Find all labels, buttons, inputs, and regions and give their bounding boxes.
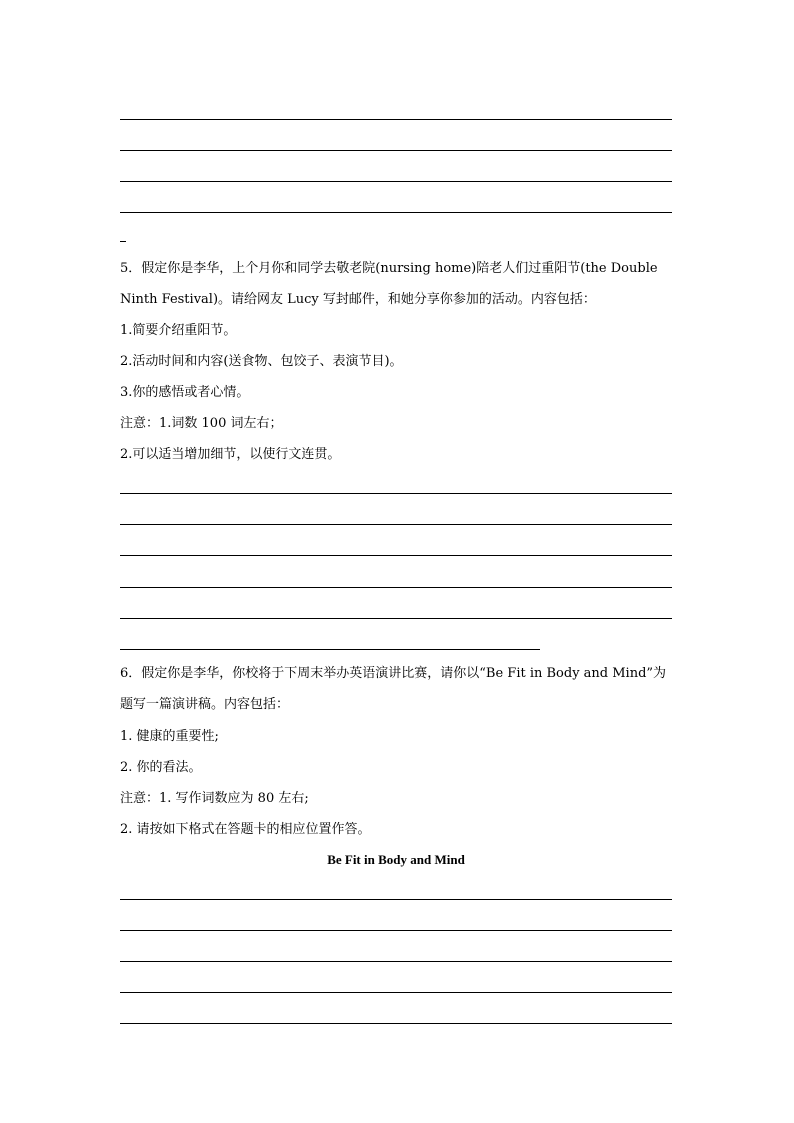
question-5-note-1: 注意：1.词数 100 词左右； (120, 416, 283, 431)
question-6-point-2: 2. 你的看法。 (120, 760, 202, 775)
essay-title: Be Fit in Body and Mind (327, 852, 465, 867)
answer-line (120, 930, 672, 931)
answer-line (120, 618, 672, 619)
answer-line (120, 493, 672, 494)
answer-line (120, 1023, 672, 1024)
question-6-prompt-line-2: 题写一篇演讲稿。内容包括： (120, 697, 290, 712)
answer-line-short (120, 649, 540, 650)
question-5-prompt-line-2: Ninth Festival)。请给网友 Lucy 写封邮件，和她分享你参加的活动。内容包括： (120, 292, 596, 307)
answer-line (120, 555, 672, 556)
answer-line (120, 212, 672, 213)
answer-line (120, 524, 672, 525)
question-6-note-1: 注意：1. 写作词数应为 80 左右; (120, 791, 309, 806)
question-5-prompt-line-1: 5．假定你是李华，上个月你和同学去敬老院(nursing home)陪老人们过重阳节(the Double (120, 261, 658, 276)
answer-line (120, 119, 672, 120)
question-5-point-3: 3.你的感悟或者心情。 (120, 385, 250, 400)
question-5-point-1: 1.简要介绍重阳节。 (120, 323, 237, 338)
question-5-point-2: 2.活动时间和内容(送食物、包饺子、表演节目)。 (120, 354, 403, 369)
answer-line (120, 587, 672, 588)
question-5-note-2: 2.可以适当增加细节，以使行文连贯。 (120, 447, 341, 462)
answer-line (120, 181, 672, 182)
answer-line (120, 899, 672, 900)
answer-line (120, 150, 672, 151)
answer-line (120, 961, 672, 962)
question-6-note-2: 2. 请按如下格式在答题卡的相应位置作答。 (120, 822, 371, 837)
question-6-prompt-line-1: 6．假定你是李华，你校将于下周末举办英语演讲比赛，请你以“Be Fit in Body and Mind”为 (120, 666, 667, 681)
stray-underscore-mark (120, 241, 126, 242)
answer-line (120, 992, 672, 993)
question-6-point-1: 1. 健康的重要性; (120, 729, 219, 744)
